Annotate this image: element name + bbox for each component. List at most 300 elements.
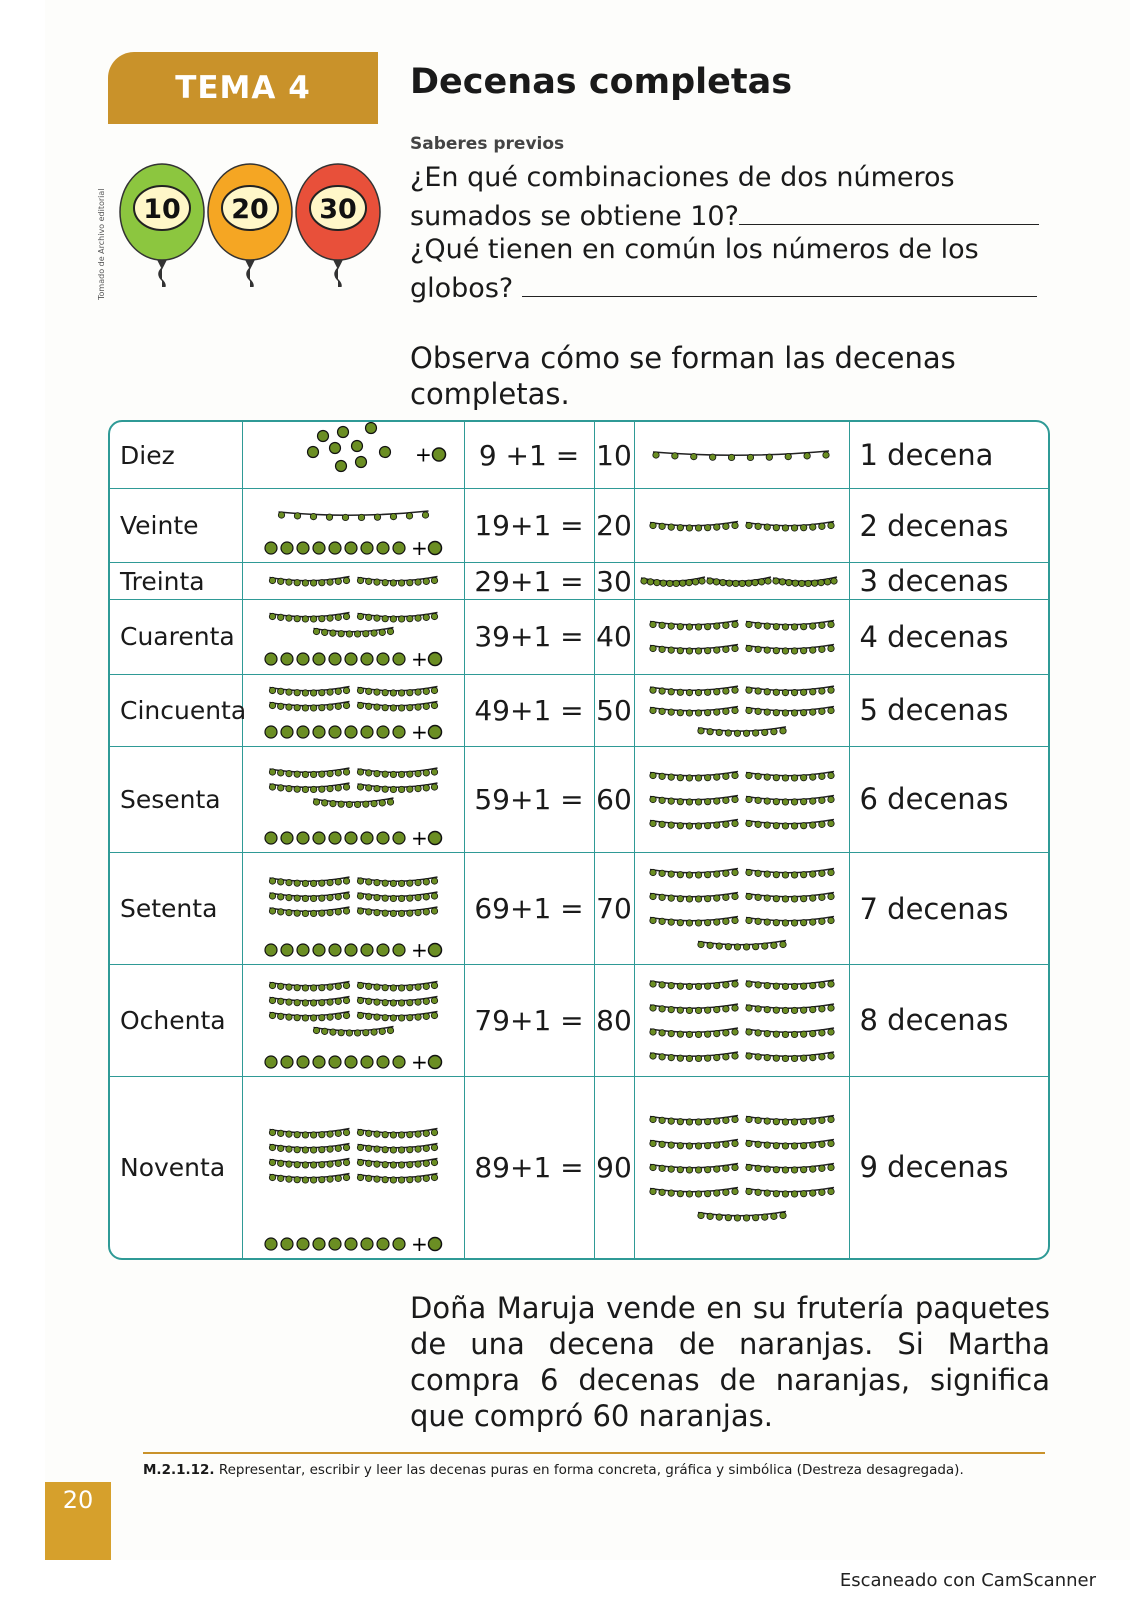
- bead: [269, 893, 275, 899]
- bead: [398, 895, 404, 901]
- bead: [406, 1131, 412, 1137]
- bead: [731, 917, 737, 923]
- bead: [773, 1007, 779, 1013]
- bead: [677, 774, 683, 780]
- bead: [809, 1055, 815, 1061]
- bead: [269, 1129, 275, 1135]
- loose-bead: [345, 1238, 357, 1250]
- balloon-string: [334, 260, 342, 287]
- plus-sign: +: [410, 938, 428, 962]
- bead: [354, 631, 360, 637]
- bead: [310, 880, 316, 886]
- bead: [358, 514, 364, 520]
- balloons-svg: [118, 162, 383, 287]
- bead: [310, 771, 316, 777]
- loose-bead: [265, 542, 277, 554]
- bead: [754, 1165, 760, 1171]
- bead: [791, 525, 797, 531]
- loose-bead: [313, 1238, 325, 1250]
- bead: [406, 1176, 412, 1182]
- bead: [827, 1140, 833, 1146]
- added-bead: [428, 653, 441, 666]
- loose-bead: [351, 441, 362, 452]
- bead: [302, 580, 308, 586]
- loose-beads: [265, 1232, 442, 1256]
- bead: [343, 878, 349, 884]
- bead: [722, 870, 728, 876]
- bead: [713, 524, 719, 530]
- bead: [649, 869, 655, 875]
- bead: [365, 578, 371, 584]
- row-string-illustration: [634, 422, 849, 489]
- balloon-number: 10: [143, 194, 181, 225]
- bead: [773, 983, 779, 989]
- bead: [809, 895, 815, 901]
- bead: [752, 943, 758, 949]
- ten-bead-string: [745, 706, 833, 716]
- bead: [658, 623, 664, 629]
- bead: [343, 998, 349, 1004]
- loose-bead: [297, 1056, 309, 1068]
- bead: [285, 688, 291, 694]
- bead: [719, 580, 725, 586]
- bead: [722, 1117, 728, 1123]
- bead: [791, 823, 797, 829]
- bead: [269, 1144, 275, 1150]
- bead: [690, 453, 696, 459]
- bead: [318, 1146, 324, 1152]
- bead: [754, 647, 760, 653]
- bead: [406, 771, 412, 777]
- footer-rule: [143, 1452, 1045, 1454]
- bead: [773, 871, 779, 877]
- bead: [335, 1160, 341, 1166]
- row-bead-illustration: [242, 746, 464, 852]
- bead: [381, 689, 387, 695]
- loose-bead: [265, 944, 277, 956]
- bead: [357, 1013, 363, 1019]
- bead: [431, 578, 437, 584]
- problem-text: Doña Maruja vende en su frutería paquetes de una decena de naranjas. Si Martha compra 6 decenas de naranjas, significa que compró 60 naranjas.: [410, 1291, 1050, 1433]
- bead: [764, 708, 770, 714]
- bead: [743, 944, 749, 950]
- loose-bead: [393, 653, 405, 665]
- loose-bead: [337, 427, 348, 438]
- bead: [773, 774, 779, 780]
- bead: [731, 1029, 737, 1035]
- row-bead-illustration: [242, 563, 464, 600]
- bead: [809, 871, 815, 877]
- row-decenas: 3 decenas: [849, 563, 1048, 600]
- bead: [269, 998, 275, 1004]
- bead: [423, 909, 429, 915]
- bead: [824, 579, 830, 585]
- sidebar-credit: Tomado de Archivo editorial: [97, 188, 106, 300]
- bead: [398, 689, 404, 695]
- ten-bead-string: [269, 892, 349, 902]
- loose-bead: [345, 1056, 357, 1068]
- bead: [658, 918, 664, 924]
- bead: [346, 631, 352, 637]
- loose-bead: [365, 423, 376, 434]
- row-name: Setenta: [110, 853, 242, 965]
- bead: [713, 623, 719, 629]
- bead: [677, 1031, 683, 1037]
- loose-bead: [361, 1238, 373, 1250]
- bead: [745, 893, 751, 899]
- row-decenas: 7 decenas: [849, 853, 1048, 965]
- bead: [818, 870, 824, 876]
- ten-bead-string: [649, 869, 737, 879]
- ten-bead-string: [357, 877, 437, 887]
- bead: [381, 880, 387, 886]
- ten-bead-string: [269, 1012, 349, 1022]
- bead: [791, 984, 797, 990]
- ten-bead-string: [649, 706, 737, 716]
- bead: [704, 1166, 710, 1172]
- bead: [431, 769, 437, 775]
- answer-blank-1[interactable]: [739, 196, 1039, 225]
- bead: [764, 798, 770, 804]
- loose-bead: [393, 542, 405, 554]
- bead: [722, 1006, 728, 1012]
- loose-bead: [281, 1238, 293, 1250]
- bead: [818, 821, 824, 827]
- bead: [302, 895, 308, 901]
- bead: [302, 786, 308, 792]
- ten-bead-string: [269, 982, 349, 992]
- row-result: 90: [594, 1076, 634, 1258]
- bead: [668, 1031, 674, 1037]
- bead: [381, 616, 387, 622]
- bead: [722, 982, 728, 988]
- bead: [649, 917, 655, 923]
- bead: [745, 580, 751, 586]
- bead: [791, 709, 797, 715]
- row-bead-illustration: [242, 422, 464, 489]
- ten-bead-string: [269, 1173, 349, 1183]
- bead: [764, 1055, 770, 1061]
- bead: [318, 689, 324, 695]
- plus-sign: +: [410, 825, 428, 850]
- bead: [326, 894, 332, 900]
- bead: [818, 982, 824, 988]
- beads-svg: [635, 563, 849, 599]
- bead: [818, 647, 824, 653]
- bead: [398, 1146, 404, 1152]
- bead: [373, 879, 379, 885]
- bead: [381, 1015, 387, 1021]
- bead: [343, 908, 349, 914]
- bead: [431, 878, 437, 884]
- bead: [668, 798, 674, 804]
- bead: [365, 703, 371, 709]
- bead: [800, 525, 806, 531]
- bead: [649, 522, 655, 528]
- bead: [370, 1029, 376, 1035]
- bead: [716, 943, 722, 949]
- bead: [293, 616, 299, 622]
- ten-bead-string: [357, 577, 437, 587]
- beads-svg: [243, 675, 464, 746]
- bead: [398, 786, 404, 792]
- bead: [406, 895, 412, 901]
- scanner-watermark: Escaneado con CamScanner: [839, 1570, 1096, 1591]
- bead: [318, 704, 324, 710]
- loose-bead: [361, 726, 373, 738]
- ten-bead-string: [745, 917, 833, 927]
- bead: [706, 1213, 712, 1219]
- bead: [381, 704, 387, 710]
- bead: [390, 895, 396, 901]
- bead: [666, 581, 672, 587]
- bead: [423, 879, 429, 885]
- bead: [423, 998, 429, 1004]
- bead: [277, 703, 283, 709]
- bead: [647, 579, 653, 585]
- bead: [782, 1118, 788, 1124]
- balloon-string: [158, 260, 166, 287]
- bead: [791, 1190, 797, 1196]
- row-equation: 29+1 =: [464, 563, 594, 600]
- bead: [343, 702, 349, 708]
- bead: [381, 1146, 387, 1152]
- ten-bead-string: [649, 917, 737, 927]
- bead: [381, 1000, 387, 1006]
- bead: [285, 615, 291, 621]
- loose-bead: [329, 443, 340, 454]
- bead: [754, 918, 760, 924]
- bead: [658, 687, 664, 693]
- row-bead-illustration: [242, 853, 464, 965]
- bead: [337, 1030, 343, 1036]
- bead: [423, 769, 429, 775]
- bead: [782, 920, 788, 926]
- loose-bead: [393, 1238, 405, 1250]
- bead: [362, 1030, 368, 1036]
- bead: [754, 1030, 760, 1036]
- bead: [704, 822, 710, 828]
- row-string-illustration: [634, 1076, 849, 1258]
- bead: [362, 801, 368, 807]
- bead: [374, 514, 380, 520]
- bead: [668, 919, 674, 925]
- bead: [422, 512, 428, 518]
- bead: [668, 1055, 674, 1061]
- bead: [381, 786, 387, 792]
- bead: [713, 1031, 719, 1037]
- bead: [764, 871, 770, 877]
- bead: [731, 1188, 737, 1194]
- bead: [373, 984, 379, 990]
- row-decenas: 8 decenas: [849, 965, 1048, 1076]
- row-string-illustration: [634, 853, 849, 965]
- bead: [761, 943, 767, 949]
- loose-bead: [281, 1056, 293, 1068]
- ten-bead-string: [745, 1004, 833, 1014]
- scattered-beads: [307, 423, 445, 472]
- ten-bead-string: [745, 645, 833, 655]
- bead: [357, 998, 363, 1004]
- bead: [649, 1005, 655, 1011]
- bead: [293, 910, 299, 916]
- row-result: 50: [594, 674, 634, 746]
- added-bead: [428, 1056, 441, 1069]
- bead: [365, 909, 371, 915]
- bead: [390, 580, 396, 586]
- bead: [827, 646, 833, 652]
- bead: [318, 1015, 324, 1021]
- ten-bead-string: [649, 1115, 737, 1125]
- question-1-line-1: ¿En qué combinaciones de dos números: [410, 162, 955, 193]
- bead: [791, 1142, 797, 1148]
- bead: [343, 1013, 349, 1019]
- bead: [686, 648, 692, 654]
- bead: [818, 1030, 824, 1036]
- bead: [313, 629, 319, 635]
- bead: [373, 579, 379, 585]
- bead: [649, 981, 655, 987]
- added-bead: [428, 1237, 441, 1250]
- bead: [381, 910, 387, 916]
- bead: [706, 728, 712, 734]
- bead: [791, 648, 797, 654]
- bead: [649, 1164, 655, 1170]
- page-number: 20: [45, 1482, 111, 1560]
- bead: [285, 785, 291, 791]
- bead: [431, 893, 437, 899]
- loose-bead: [313, 726, 325, 738]
- bead: [302, 616, 308, 622]
- question-2-line-2: [410, 268, 1037, 307]
- bead: [764, 822, 770, 828]
- bead: [809, 1117, 815, 1123]
- bead: [423, 615, 429, 621]
- loose-bead: [377, 944, 389, 956]
- ten-bead-string: [357, 907, 437, 917]
- tema-label: TEMA 4: [175, 70, 311, 106]
- bead: [764, 1165, 770, 1171]
- ten-bead-string: [745, 522, 833, 532]
- bead: [269, 578, 275, 584]
- bead: [754, 1006, 760, 1012]
- bead: [739, 581, 745, 587]
- bead: [326, 1014, 332, 1020]
- bead: [668, 983, 674, 989]
- bead: [658, 870, 664, 876]
- loose-bead: [361, 653, 373, 665]
- bead: [302, 1146, 308, 1152]
- bead: [658, 647, 664, 653]
- bead: [731, 893, 737, 899]
- bead: [668, 895, 674, 901]
- bead: [754, 708, 760, 714]
- bead: [725, 943, 731, 949]
- bead: [782, 648, 788, 654]
- bead: [649, 893, 655, 899]
- row-name: Sesenta: [110, 746, 242, 852]
- bead: [782, 1032, 788, 1038]
- loose-bead: [281, 944, 293, 956]
- answer-blank-2[interactable]: [522, 268, 1037, 297]
- bead: [285, 984, 291, 990]
- ten-bead-string: [357, 686, 437, 696]
- added-bead: [428, 542, 441, 555]
- loose-bead: [281, 832, 293, 844]
- bead: [818, 708, 824, 714]
- ten-bead-string: [649, 1028, 737, 1038]
- bead: [722, 1165, 728, 1171]
- bead: [414, 894, 420, 900]
- bead: [269, 1159, 275, 1165]
- loose-bead: [329, 542, 341, 554]
- bead: [365, 879, 371, 885]
- loose-bead: [297, 1238, 309, 1250]
- bead: [827, 869, 833, 875]
- bead: [704, 1118, 710, 1124]
- bead: [365, 894, 371, 900]
- bead: [734, 1214, 740, 1220]
- ten-bead-string: [269, 997, 349, 1007]
- bead: [827, 1053, 833, 1059]
- bead: [335, 615, 341, 621]
- bead: [310, 1176, 316, 1182]
- bead: [677, 919, 683, 925]
- loose-bead: [393, 726, 405, 738]
- bead: [773, 689, 779, 695]
- bead: [782, 823, 788, 829]
- bead: [677, 1007, 683, 1013]
- ten-bead-string: [649, 1004, 737, 1014]
- bead: [772, 578, 778, 584]
- bead: [791, 775, 797, 781]
- bead: [677, 648, 683, 654]
- bead: [431, 1013, 437, 1019]
- bead: [390, 704, 396, 710]
- row-result: 10: [594, 422, 634, 489]
- bead: [695, 984, 701, 990]
- row-equation: 9 +1 =: [464, 422, 594, 489]
- bead: [754, 1189, 760, 1195]
- bead: [785, 580, 791, 586]
- bead: [731, 1005, 737, 1011]
- bead: [822, 452, 828, 458]
- loose-bead: [281, 542, 293, 554]
- loose-bead: [307, 447, 318, 458]
- bead: [697, 727, 703, 733]
- bead: [431, 687, 437, 693]
- bead: [764, 774, 770, 780]
- bead: [398, 985, 404, 991]
- row-equation: 79+1 =: [464, 965, 594, 1076]
- bead: [649, 772, 655, 778]
- bead: [713, 1165, 719, 1171]
- bead: [745, 820, 751, 826]
- bead: [365, 998, 371, 1004]
- bead: [773, 648, 779, 654]
- bead: [764, 1117, 770, 1123]
- balloon-number: 30: [319, 194, 357, 225]
- bead: [277, 1145, 283, 1151]
- beads-svg: [635, 422, 849, 488]
- bead: [431, 614, 437, 620]
- bead: [734, 944, 740, 950]
- bead: [277, 909, 283, 915]
- bead: [695, 1118, 701, 1124]
- bead: [809, 1031, 815, 1037]
- bead: [745, 687, 751, 693]
- bead: [713, 983, 719, 989]
